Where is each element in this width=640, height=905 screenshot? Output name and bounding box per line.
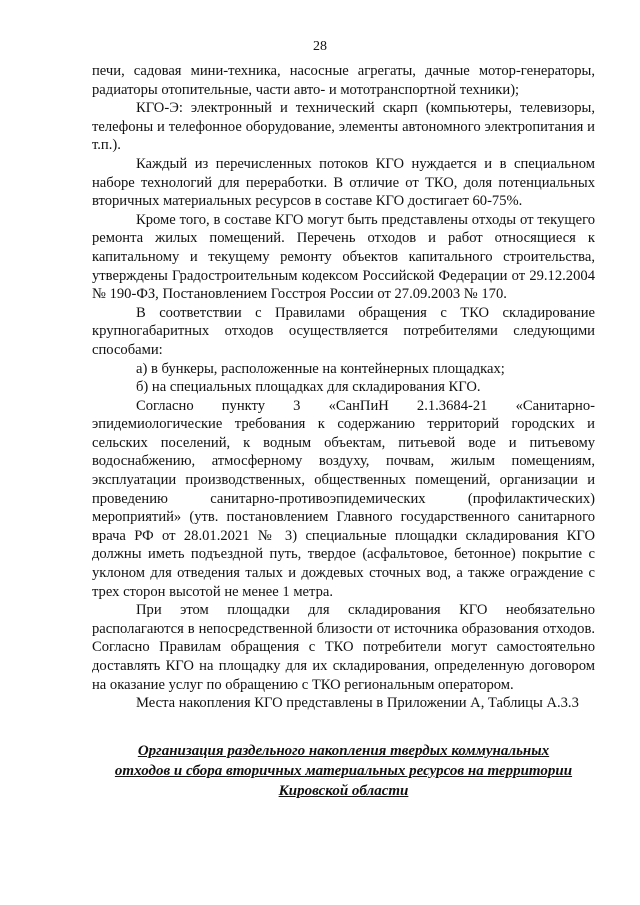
paragraph-storage-rules: В соответствии с Правилами обращения с ТКО складирование крупногабаритных отходов осуществляется потребителями следующими способами: [92,304,595,358]
paragraph-sanpin: Согласно пункту 3 «СанПиН 2.1.3684-21 «Санитарно-эпидемиологические требования к содержанию территорий городских и сельских поселений, к водным объектам, питьевой воде и питьевому водоснабжению, атмосферному воздуху, почвам, жилым помещениям, эксплуатации производственных, общественных помещений, организации и проведению санитарно-противоэпидемических (профилактических) мероприятий» (утв. постановлением Главного государственного санитарного врача РФ от 28.01.2021 № 3) специальные площадки складирования КГО должны иметь подъездной путь, твердое (асфальтовое, бетонное) покрытие с уклоном для отведения талых и дождевых сточных вод, а также ограждение с трех сторон высотой не менее 1 метра. [92,397,595,600]
section-heading [92,741,595,801]
page-number: 28 [313,39,327,54]
paragraph-site-location: При этом площадки для складирования КГО необязательно располагаются в непосредственной близости от источника образования отходов. Согласно Правилам обращения с ТКО потребители могут самостоятельно доставлять КГО на площадку для их складирования, определенную договором на оказание услуг по обращению с ТКО региональным оператором. [92,602,595,693]
paragraph-continuation: печи, садовая мини-техника, насосные агрегаты, дачные мотор-генераторы, радиаторы отопительные, части авто- и мототранспортной техники); [92,63,595,98]
section-heading-line-3: Кировской области [278,783,409,799]
section-heading-line-2: отходов и сбора вторичных материальных ресурсов на территории [114,763,573,779]
section-heading-line-1: Организация раздельного накопления твердых коммунальных [137,743,550,759]
paragraph-repair-waste: Кроме того, в составе КГО могут быть представлены отходы от текущего ремонта жилых помещений. Перечень отходов и работ относящиеся к капитальному и текущему ремонту объектов капитального строительства, утверждены Градостроительным кодексом Российской Федерации от 29.12.2004 № 190-ФЗ, Постановлением Госстроя России от 27.09.2003 № 170. [92,211,595,303]
list-item-b: б) на специальных площадках для складирования КГО. [136,379,481,396]
body-text [92,62,595,713]
list-item-a: а) в бункеры, расположенные на контейнерных площадках; [136,360,505,377]
paragraph-appendix-reference: Места накопления КГО представлены в Приложении А, Таблицы А.3.3 [136,695,579,712]
paragraph-kgo-e: КГО-Э: электронный и технический скарп (компьютеры, телевизоры, телефоны и телефонное оборудование, элементы автономного электропитания и т.п.). [92,100,595,154]
paragraph-technologies: Каждый из перечисленных потоков КГО нуждается и в специальном наборе технологий для переработки. В отличие от ТКО, доля потенциальных вторичных материальных ресурсов в составе КГО достигает 60-75%. [92,155,595,210]
